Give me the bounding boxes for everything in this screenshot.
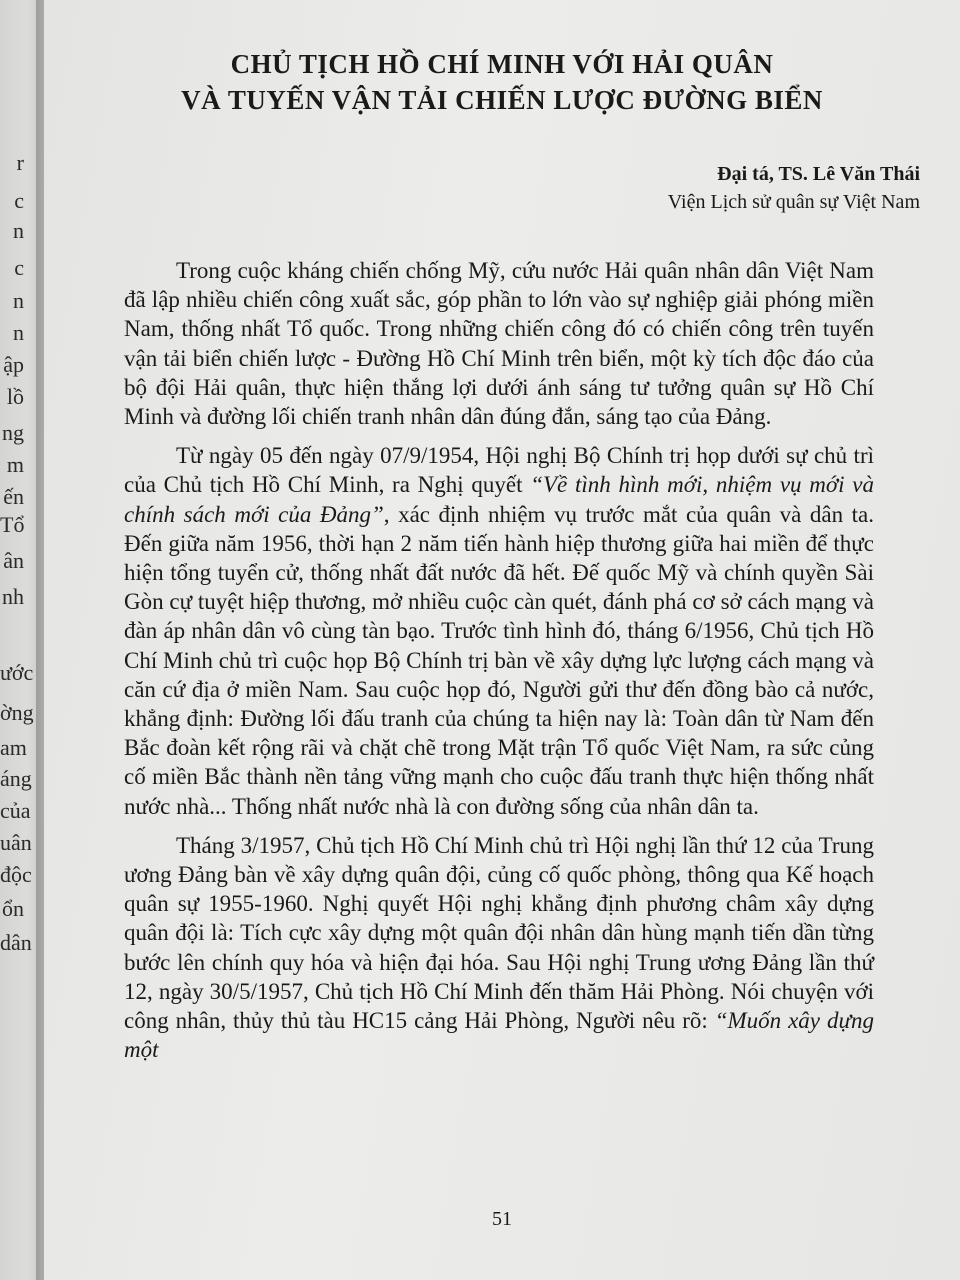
facing-page-fragment: n	[13, 218, 24, 243]
facing-page-fragment: ến	[3, 484, 24, 509]
facing-page-fragment: ập	[3, 352, 24, 377]
title-line-2: VÀ TUYẾN VẬN TẢI CHIẾN LƯỢC ĐƯỜNG BIỂN	[181, 85, 823, 115]
facing-page-fragment: n	[13, 320, 24, 345]
paragraph-2	[124, 441, 874, 821]
facing-page-fragment: của	[0, 798, 31, 823]
facing-page-fragment: độc	[0, 862, 32, 887]
paragraph-2-text-a: Từ ngày 05 đến ngày 07/9/1954, Hội nghị Bộ Chính trị họp dưới sự chủ trì của Chủ tịch Hồ Chí Minh, ra Nghị quyết	[124, 443, 874, 498]
facing-page-fragment: nh	[2, 584, 24, 609]
article-body	[124, 256, 874, 1074]
facing-page-fragment: ng	[2, 420, 24, 445]
facing-page-fragment: ờng	[0, 700, 34, 725]
paragraph-2-text-b: , xác định nhiệm vụ trước mắt của quân và dân ta. Đến giữa năm 1956, thời hạn 2 năm tiến hành hiệp thương giữa hai miền để thực hiện tổng tuyển cử, thống nhất đất nước đã hết. Đế quốc Mỹ và chính quyền Sài Gòn cự tuyệt hiệp thương, mở nhiều cuộc càn quét, đánh phá cơ sở cách mạng và đàn áp nhân dân vô cùng tàn bạo. Trước tình hình đó, tháng 6/1956, Chủ tịch Hồ Chí Minh chủ trì cuộc họp Bộ Chính trị bàn về xây dựng lực lượng cách mạng và căn cứ địa ở miền Nam. Sau cuộc họp đó, Người gửi thư đến đồng bào cả nước, khẳng định: Đường lối đấu tranh của chúng ta hiện nay là: Toàn dân từ Nam đến Bắc đoàn kết rộng rãi và chặt chẽ trong Mặt trận Tổ quốc Việt Nam, ra sức củng cố miền Bắc thành nền tảng vững mạnh cho cuộc đấu tranh thực hiện thống nhất nước nhà... Thống nhất nước nhà là con đường sống của nhân dân ta.	[124, 501, 874, 819]
facing-page-fragment: c	[14, 188, 24, 213]
facing-page-fragment: m	[6, 452, 24, 477]
facing-page-fragment: dân	[0, 930, 32, 955]
resolution-title: “Về tình hình mới, nhiệm vụ mới và chính sách mới của Đảng”	[124, 472, 874, 527]
facing-page-fragment: c	[14, 255, 24, 280]
book-page	[44, 0, 960, 1280]
facing-page-fragment: ân	[3, 548, 24, 573]
facing-page-fragment: Tổ	[0, 512, 25, 537]
paragraph-3-text: Tháng 3/1957, Chủ tịch Hồ Chí Minh chủ trì Hội nghị lần thứ 12 của Trung ương Đảng bàn về xây dựng quân đội, củng cố quốc phòng, thông qua Kế hoạch quân sự 1955-1960. Nghị quyết Hội nghị khẳng định phương châm xây dựng quân đội là: Tích cực xây dựng một quân đội nhân dân hùng mạnh tiến dần từng bước lên chính quy hóa và hiện đại hóa. Sau Hội nghị Trung ương Đảng lần thứ 12, ngày 30/5/1957, Chủ tịch Hồ Chí Minh đến thăm Hải Phòng. Nói chuyện với công nhân, thủy thủ tàu HC15 cảng Hải Phòng, Người nêu rõ:	[124, 832, 874, 1034]
facing-page-fragment: n	[13, 288, 24, 313]
article-title	[44, 46, 960, 118]
title-line-1: CHỦ TỊCH HỒ CHÍ MINH VỚI HẢI QUÂN	[230, 49, 774, 79]
author-block	[668, 160, 920, 216]
author-affiliation: Viện Lịch sử quân sự Việt Nam	[667, 191, 920, 213]
facing-page-fragment: r	[16, 150, 24, 175]
paragraph-3	[124, 831, 874, 1065]
quote-start: “Muốn xây dựng một	[124, 1008, 874, 1063]
facing-page-fragment: ước	[0, 660, 34, 685]
facing-page-fragment: lồ	[6, 384, 24, 409]
author-name: Đại tá, TS. Lê Văn Thái	[717, 163, 920, 185]
facing-page-fragment: ổn	[2, 896, 24, 921]
page-number: 51	[492, 1208, 512, 1230]
paragraph-1: Trong cuộc kháng chiến chống Mỹ, cứu nước Hải quân nhân dân Việt Nam đã lập nhiều chiến công xuất sắc, góp phần to lớn vào sự nghiệp giải phóng miền Nam, thống nhất Tổ quốc. Trong những chiến công đó có chiến công trên tuyến vận tải biển chiến lược - Đường Hồ Chí Minh trên biển, một kỳ tích độc đáo của bộ đội Hải quân, thực hiện thắng lợi dưới ánh sáng tư tưởng quân sự Hồ Chí Minh và đường lối chiến tranh nhân dân đúng đắn, sáng tạo của Đảng.	[124, 258, 874, 430]
facing-page-fragment: uân	[0, 830, 32, 855]
facing-page-fragment: am	[0, 735, 27, 760]
facing-page-fragment: áng	[0, 766, 32, 791]
